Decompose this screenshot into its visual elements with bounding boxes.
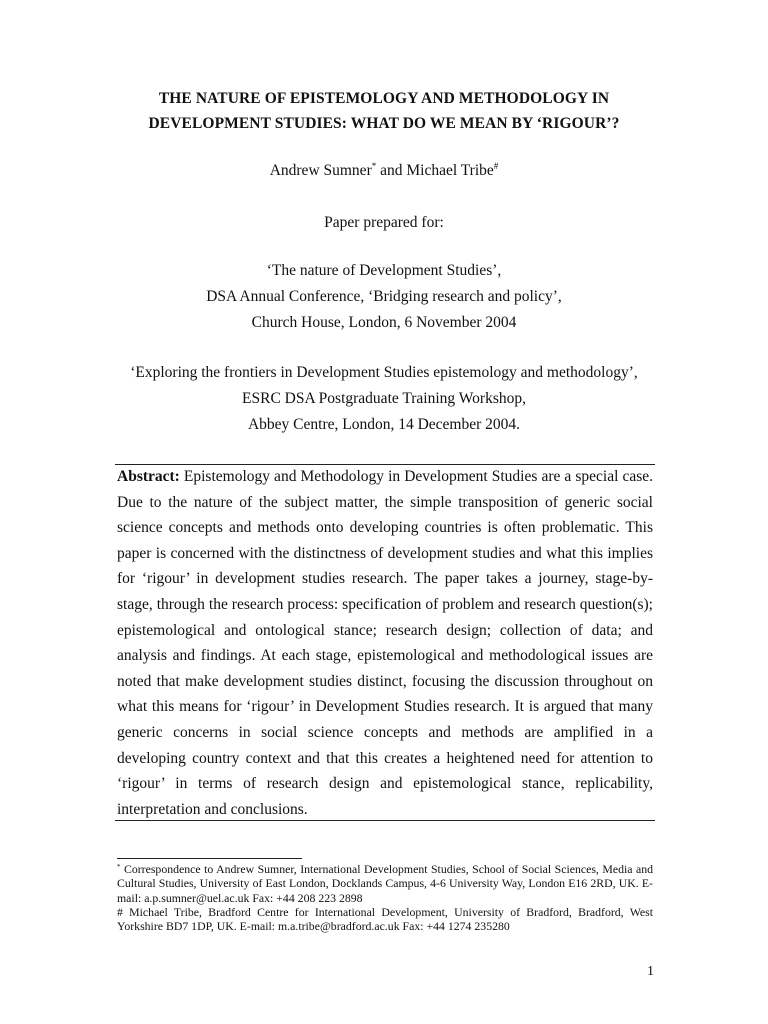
footnote-1 <box>117 862 653 905</box>
venue-1-line-2: DSA Annual Conference, ‘Bridging research and policy’, <box>206 288 562 305</box>
venue-2-line-3: Abbey Centre, London, 14 December 2004. <box>247 416 521 433</box>
footnote-2: # Michael Tribe, Bradford Centre for International Development, University of Bradford, Bradford, West Yorkshire BD7 1DP, UK. E-mail: m.a.tribe@bradford.ac.uk Fax: +44 1274 235280 <box>117 904 653 934</box>
page-number: 1 <box>647 964 654 979</box>
author-2-mark: # <box>493 161 499 171</box>
title-line-1: THE NATURE OF EPISTEMOLOGY AND METHODOLOGY IN <box>158 90 610 107</box>
author-line <box>0 160 768 182</box>
venue-block-1 <box>0 258 768 336</box>
footnote-1-mark: * <box>117 863 121 871</box>
paper-title <box>0 86 768 136</box>
abstract <box>117 464 653 822</box>
prepared-for: Paper prepared for: <box>324 214 444 231</box>
author-1-mark: * <box>371 161 377 171</box>
author-2: Michael Tribe <box>406 162 494 179</box>
abstract-label: Abstract: <box>117 468 180 485</box>
footnote-separator <box>117 858 302 859</box>
author-joiner: and <box>376 162 407 179</box>
abstract-bottom-rule <box>115 820 655 821</box>
venue-block-2 <box>0 360 768 438</box>
venue-1-line-3: Church House, London, 6 November 2004 <box>251 314 517 331</box>
venue-2-line-1: ‘Exploring the frontiers in Development Studies epistemology and methodology’, <box>130 364 638 381</box>
abstract-body: Epistemology and Methodology in Development Studies are a special case. Due to the nature of the subject matter, the simple transposition of generic social science concepts and methods onto developing countries is often problematic. This paper is concerned with the distinctness of development studies and what this implies for ‘rigour’ in development studies research. The paper takes a journey, stage-by-stage, through the research process: specification of problem and research question(s); epistemological and ontological stance; research design; collection of data; and analysis and findings. At each stage, epistemological and methodological issues are noted that make development studies distinct, focusing the discussion throughout on what this means for ‘rigour’ in Development Studies research. It is argued that many generic concerns in social science concepts and methods are amplified in a developing country context and that this creates a heightened need for attention to ‘rigour’ in terms of research design and epistemological stance, replicability, interpretation and conclusions. <box>117 468 653 818</box>
footnotes <box>117 862 653 933</box>
author-1: Andrew Sumner <box>269 162 372 179</box>
venue-1-line-1: ‘The nature of Development Studies’, <box>266 262 502 279</box>
title-line-2: DEVELOPMENT STUDIES: WHAT DO WE MEAN BY ‘RIGOUR’? <box>148 115 620 132</box>
footnote-1-text: Correspondence to Andrew Sumner, International Development Studies, School of Social Sciences, Media and Cultural Studies, University of East London, Docklands Campus, 4-6 University Way, London E16 2RD, UK. E-mail: a.p.sumner@uel.ac.uk Fax: +44 208 223 2898 <box>117 862 653 905</box>
venue-2-line-2: ESRC DSA Postgraduate Training Workshop, <box>242 390 526 407</box>
